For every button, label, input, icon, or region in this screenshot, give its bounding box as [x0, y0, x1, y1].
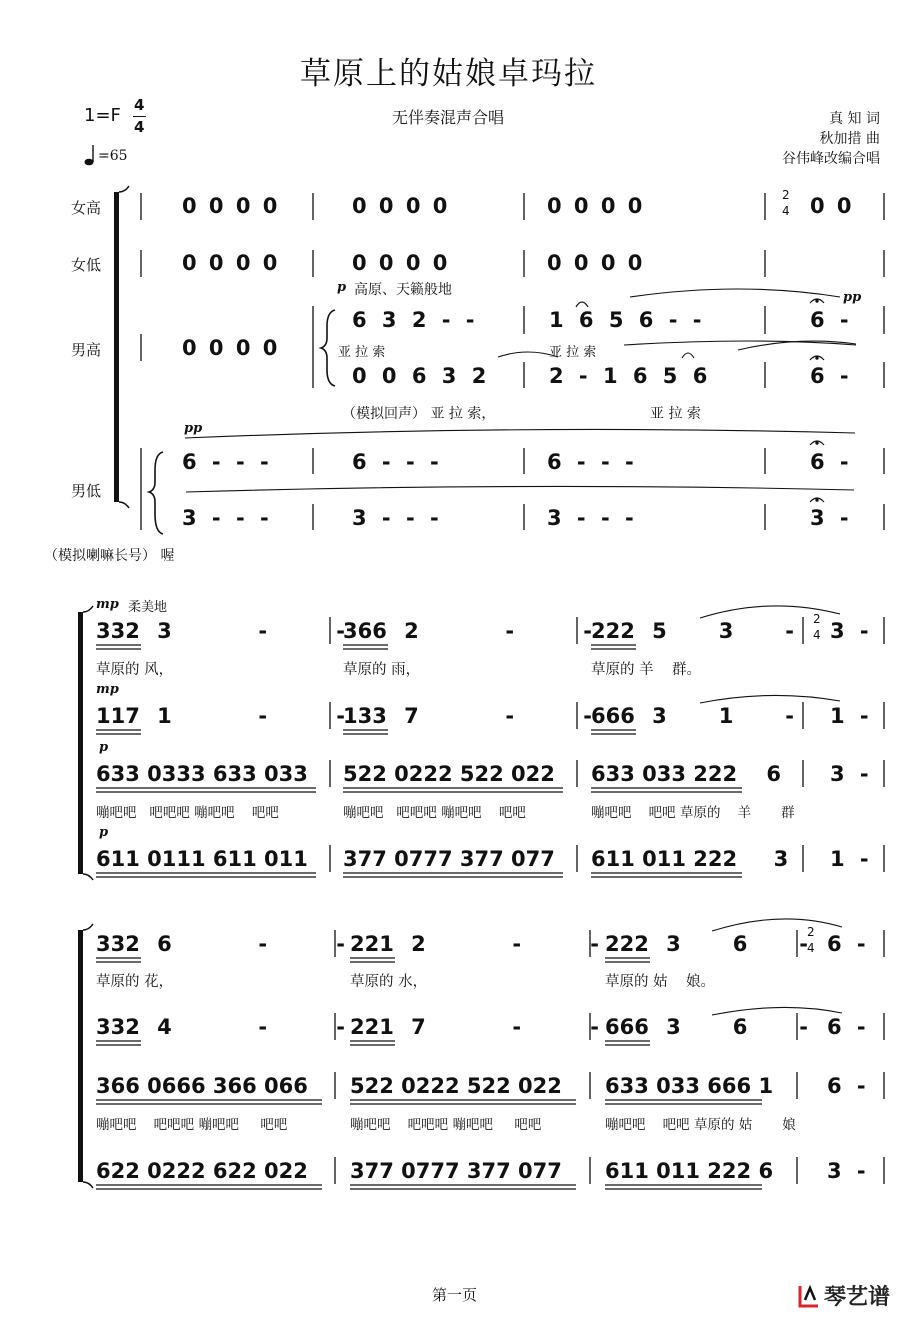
- tempo-marking: =65: [98, 148, 128, 164]
- s2-alto-measure-1: 117 1 - -: [96, 704, 345, 728]
- s3-tenor-measure-3: 633 033 666 1: [605, 1074, 774, 1098]
- tenor-lower-measure-1: 0 0 6 3 2: [352, 364, 487, 388]
- s3-bass-measure-3: 611 011 222 6: [605, 1159, 774, 1183]
- s3-tenor-lyric-1: 嘣吧吧 吧吧吧 嘣吧吧 吧吧: [96, 1117, 288, 1133]
- s2-alto-measure-2: 133 7 - -: [343, 704, 592, 728]
- bass-lower-measure-2: 3 - - -: [352, 506, 439, 530]
- arranger-credit: 谷伟峰改编合唱: [782, 151, 880, 167]
- tenor-lower-lyric-2: 亚 拉 索: [650, 406, 701, 422]
- bass-upper-measure-4: 6 -: [810, 450, 849, 474]
- s2-bass-measure-2: 377 0777 377 077: [343, 847, 555, 871]
- s2-tenor-dynamic: p: [99, 740, 109, 755]
- composer-credit: 秋加措 曲: [819, 131, 880, 147]
- s2-expression: 柔美地: [128, 600, 168, 615]
- s2-tenor-measure-3: 633 033 222 6: [591, 762, 781, 786]
- s3-tenor-lyric-2: 嘣吧吧 吧吧吧 嘣吧吧 吧吧: [350, 1117, 542, 1133]
- qinyipu-logo: [796, 1280, 890, 1311]
- s3-bass-measure-2: 377 0777 377 077: [350, 1159, 562, 1183]
- s2-soprano-lyric-2: 草原的 雨，: [343, 662, 421, 678]
- s2-alto-measure-4: 1 -: [830, 704, 869, 728]
- score-title: 草原上的姑娘卓玛拉: [300, 56, 597, 92]
- bass-lower-measure-1: 3 - - -: [182, 506, 269, 530]
- s3-soprano-measure-4: 6 -: [827, 932, 866, 956]
- s3-soprano-measure-3: 222 3 6 -: [605, 932, 808, 956]
- tenor-upper-measure-1: 6 3 2 - -: [352, 308, 475, 332]
- s2-soprano-measure-2: 366 2 - -: [343, 619, 592, 643]
- soprano-measure-2: 0 0 0 0: [352, 194, 448, 218]
- qinyipu-logo-icon: [796, 1282, 822, 1310]
- s2-soprano-measure-4: 3 -: [830, 619, 869, 643]
- s2-tenor-measure-2: 522 0222 522 022: [343, 762, 555, 786]
- s2-bass-dynamic: p: [99, 825, 109, 840]
- voice-label-tenor: 男高: [71, 341, 102, 359]
- s3-alto-measure-4: 6 -: [827, 1015, 866, 1039]
- time-signature-denominator: 4: [134, 118, 145, 136]
- subtitle: 无伴奏混声合唱: [392, 108, 505, 127]
- voice-label-alto: 女低: [71, 256, 102, 274]
- s3-alto-measure-3: 666 3 6 -: [605, 1015, 808, 1039]
- tenor-upper-lyric-1: 亚 拉 索: [338, 345, 386, 360]
- voice-label-bass: 男低: [71, 482, 102, 500]
- bass-lyric: （模拟喇嘛长号） 喔: [44, 548, 175, 564]
- s2-soprano-measure-3: 222 5 3 -: [591, 619, 794, 643]
- s2-time-change-num: 2: [813, 612, 821, 626]
- s2-tenor-lyric-1: 嘣吧吧 吧吧吧 嘣吧吧 吧吧: [96, 805, 279, 821]
- s3-tenor-measure-4: 6 -: [827, 1074, 866, 1098]
- soprano-measure-3: 0 0 0 0: [547, 194, 643, 218]
- tenor-lower-lyric: （模拟回声） 亚 拉 索，: [342, 406, 496, 422]
- s2-tenor-measure-1: 633 0333 633 033: [96, 762, 308, 786]
- bass-upper-measure-1: 6 - - -: [182, 450, 269, 474]
- soprano-measure-4: 0 0: [810, 194, 852, 218]
- soprano-measure-1: 0 0 0 0: [182, 194, 278, 218]
- s2-soprano-lyric-1: 草原的 风，: [96, 662, 174, 678]
- voice-label-soprano: 女高: [71, 199, 102, 217]
- bass-dynamic: pp: [184, 421, 203, 436]
- s3-bass-measure-4: 3 -: [827, 1159, 866, 1183]
- s3-soprano-lyric-3: 草原的 姑 娘。: [605, 974, 716, 990]
- s2-tenor-measure-4: 3 -: [830, 762, 869, 786]
- tenor-upper-measure-2: 1 6 5 6 - -: [549, 308, 702, 332]
- s3-tenor-measure-2: 522 0222 522 022: [350, 1074, 562, 1098]
- s2-soprano-dynamic: mp: [96, 597, 119, 612]
- alto-measure-2: 0 0 0 0: [352, 251, 448, 275]
- s2-tenor-lyric-3: 嘣吧吧 吧吧 草原的 羊 群: [591, 805, 795, 821]
- s3-tenor-lyric-3: 嘣吧吧 吧吧 草原的 姑 娘: [605, 1117, 796, 1133]
- s3-time-change-num: 2: [807, 925, 815, 939]
- tenor-rest-measure: 0 0 0 0: [182, 336, 278, 360]
- tenor-dynamic: p: [337, 280, 347, 295]
- s3-soprano-measure-2: 221 2 - -: [350, 932, 599, 956]
- tenor-dynamic-pp: pp: [843, 290, 862, 305]
- tenor-expression: 高原、天籁般地: [354, 282, 452, 298]
- soprano-time-change-den: 4: [782, 204, 790, 218]
- time-signature-numerator: 4: [134, 96, 145, 114]
- s3-bass-measure-1: 622 0222 622 022: [96, 1159, 308, 1183]
- s2-soprano-measure-1: 332 3 - -: [96, 619, 345, 643]
- key-signature: 1=F: [84, 105, 121, 126]
- s3-tenor-measure-1: 366 0666 366 066: [96, 1074, 308, 1098]
- qinyipu-logo-text: 琴艺谱: [824, 1285, 891, 1310]
- bass-upper-measure-3: 6 - - -: [547, 450, 634, 474]
- s3-soprano-lyric-1: 草原的 花，: [96, 974, 174, 990]
- s2-time-change-den: 4: [813, 628, 821, 642]
- s2-tenor-lyric-2: 嘣吧吧 吧吧吧 嘣吧吧 吧吧: [343, 805, 526, 821]
- tenor-upper-measure-3: 6 -: [810, 308, 849, 332]
- alto-measure-1: 0 0 0 0: [182, 251, 278, 275]
- s3-alto-measure-2: 221 7 - -: [350, 1015, 599, 1039]
- s2-bass-measure-4: 1 -: [830, 847, 869, 871]
- s2-bass-measure-1: 611 0111 611 011: [96, 847, 308, 871]
- page-number: 第一页: [432, 1286, 478, 1304]
- alto-measure-3: 0 0 0 0: [547, 251, 643, 275]
- bass-lower-measure-3: 3 - - -: [547, 506, 634, 530]
- tenor-lower-measure-2: 2 - 1 6 5 6: [549, 364, 708, 388]
- soprano-time-change-num: 2: [782, 188, 790, 202]
- s2-bass-measure-3: 611 011 222 3: [591, 847, 789, 871]
- bass-upper-measure-2: 6 - - -: [352, 450, 439, 474]
- s3-alto-measure-1: 332 4 - -: [96, 1015, 345, 1039]
- s2-alto-dynamic: mp: [96, 682, 119, 697]
- s2-alto-measure-3: 666 3 1 -: [591, 704, 794, 728]
- tenor-lower-measure-3: 6 -: [810, 364, 849, 388]
- s3-soprano-lyric-2: 草原的 水，: [350, 974, 428, 990]
- bass-lower-measure-4: 3 -: [810, 506, 849, 530]
- s3-time-change-den: 4: [807, 941, 815, 955]
- lyricist-credit: 真 知 词: [829, 111, 880, 127]
- tenor-upper-lyric-2: 亚 拉 索: [549, 345, 597, 360]
- s3-soprano-measure-1: 332 6 - -: [96, 932, 345, 956]
- s2-soprano-lyric-3: 草原的 羊 群。: [591, 662, 702, 678]
